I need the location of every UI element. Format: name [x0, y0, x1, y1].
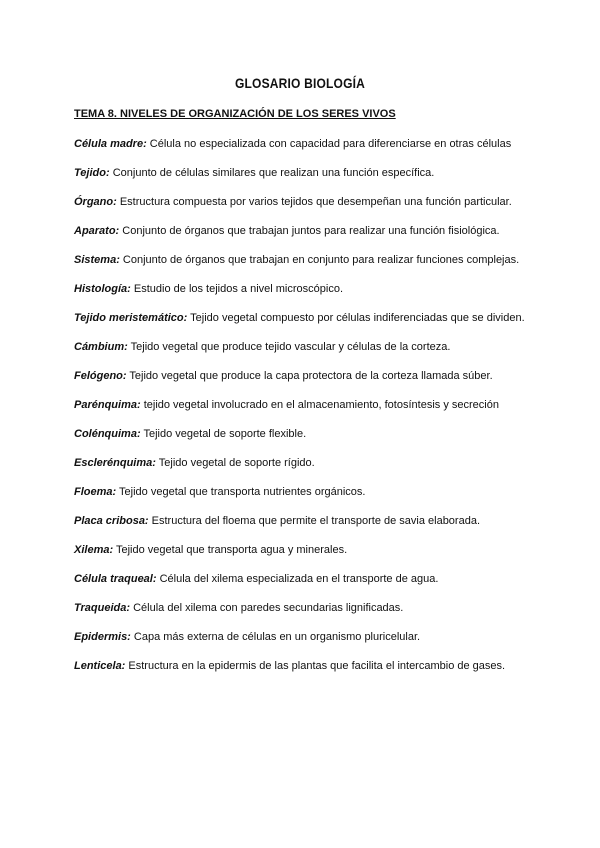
glossary-definition: Célula del xilema con paredes secundarias lignificadas.: [130, 602, 404, 614]
glossary-definition: Conjunto de órganos que trabajan juntos para realizar una función fisiológica.: [119, 225, 500, 237]
glossary-term: Colénquima:: [74, 428, 141, 440]
glossary-definition: Estructura en la epidermis de las plantas que facilita el intercambio de gases.: [125, 660, 506, 672]
glossary-term: Sistema:: [74, 254, 120, 266]
glossary-definition: Célula del xilema especializada en el transporte de agua.: [156, 573, 439, 585]
glossary-term: Célula traqueal:: [74, 573, 157, 585]
glossary-definition: Tejido vegetal que produce la capa protectora de la corteza llamada súber.: [126, 370, 493, 382]
glossary-term: Órgano:: [74, 196, 117, 208]
glossary-term: Histología:: [74, 283, 131, 295]
glossary-entry: [74, 572, 574, 601]
glossary-entry: [74, 514, 574, 543]
glossary-entry: [74, 224, 574, 253]
glossary-term: Aparato:: [74, 225, 120, 237]
glossary-entry: [74, 137, 574, 166]
glossary-definition: Célula no especializada con capacidad para diferenciarse en otras células: [146, 138, 512, 150]
glossary-definition: Tejido vegetal que transporta agua y minerales.: [113, 544, 348, 556]
glossary-entry: [74, 630, 574, 659]
section-heading: TEMA 8. NIVELES DE ORGANIZACIÓN DE LOS SERES VIVOS: [74, 108, 396, 120]
glossary-definition: Tejido vegetal compuesto por células indiferenciadas que se dividen.: [187, 312, 525, 324]
glossary-entry: [74, 543, 574, 572]
glossary-entry: [74, 166, 574, 195]
glossary-term: Parénquima:: [74, 399, 141, 411]
glossary-entry: [74, 340, 574, 369]
glossary-term: Esclerénquima:: [74, 457, 156, 469]
glossary-definition: Tejido vegetal de soporte flexible.: [140, 428, 307, 440]
glossary-definition: tejido vegetal involucrado en el almacenamiento, fotosíntesis y secreción: [140, 399, 499, 411]
glossary-term: Floema:: [74, 486, 117, 498]
glossary-definition: Conjunto de órganos que trabajan en conjunto para realizar funciones complejas.: [119, 254, 520, 266]
glossary-definition: Estudio de los tejidos a nivel microscópico.: [130, 283, 344, 295]
document-title: GLOSARIO BIOLOGÍA: [234, 75, 366, 91]
glossary-entry: [74, 398, 574, 427]
glossary-entry: [74, 253, 574, 282]
glossary-entry: [74, 601, 574, 630]
glossary-definition: Capa más externa de células en un organismo pluricelular.: [130, 631, 421, 643]
glossary-entry: [74, 369, 574, 398]
glossary-definition: Estructura del floema que permite el transporte de savia elaborada.: [148, 515, 481, 527]
glossary-term: Traqueida:: [74, 602, 131, 614]
glossary-definition: Tejido vegetal que transporta nutrientes orgánicos.: [116, 486, 366, 498]
glossary-entry: [74, 427, 574, 456]
glossary-term: Célula madre:: [74, 138, 147, 150]
glossary-entry: [74, 282, 574, 311]
glossary-term: Felógeno:: [74, 370, 127, 382]
glossary-term: Tejido:: [74, 167, 110, 179]
glossary-entry: [74, 659, 574, 688]
glossary-term: Lenticela:: [74, 660, 126, 672]
glossary-definition: Tejido vegetal que produce tejido vascular y células de la corteza.: [127, 341, 451, 353]
glossary-term: Cámbium:: [74, 341, 128, 353]
glossary-term: Epidermis:: [74, 631, 131, 643]
glossary-entry: [74, 485, 574, 514]
glossary-definition: Estructura compuesta por varios tejidos que desempeñan una función particular.: [116, 196, 512, 208]
glossary-definition: Conjunto de células similares que realizan una función específica.: [109, 167, 435, 179]
glossary-list: [74, 137, 574, 688]
glossary-entry: [74, 456, 574, 485]
glossary-term: Tejido meristemático:: [74, 312, 188, 324]
glossary-entry: [74, 311, 574, 340]
glossary-entry: [74, 195, 574, 224]
glossary-term: Placa cribosa:: [74, 515, 149, 527]
glossary-definition: Tejido vegetal de soporte rígido.: [155, 457, 315, 469]
glossary-term: Xilema:: [74, 544, 114, 556]
